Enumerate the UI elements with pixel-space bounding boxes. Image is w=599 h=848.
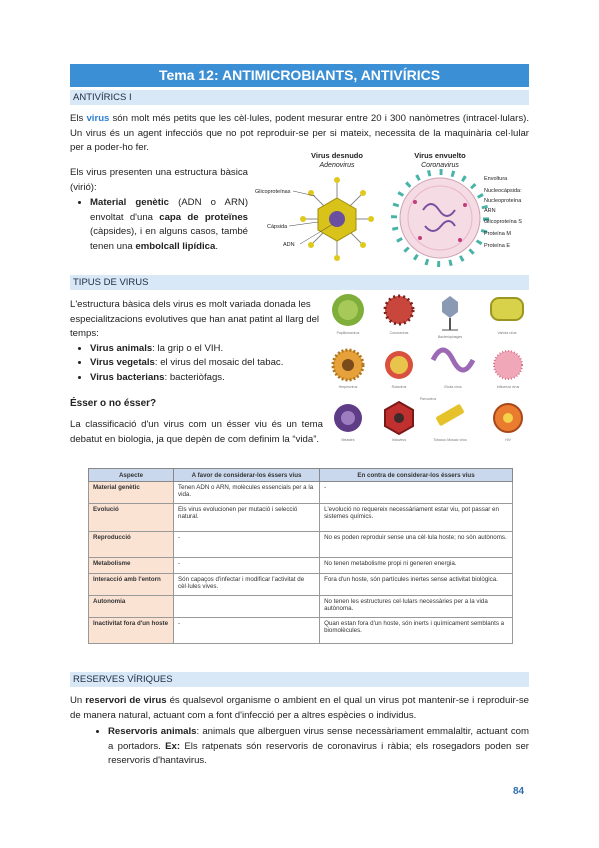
tipus-paragraph: L'estructura bàsica dels virus es molt variada donada les especialitzacions evolutives que han anat patint al llarg del temps: • Virus animals: la grip o el VIH. • Virus vegetals: el virus del mosaic del tabac. • Virus bacterians: bacteriòfags.: [70, 298, 325, 385]
list-item: • Virus animals: la grip o el VIH.: [90, 342, 325, 357]
herpesvirus-icon: [333, 350, 363, 380]
bacteriophage-icon: [442, 296, 458, 330]
iridovirus-icon: [385, 402, 413, 434]
fig1-label: Glicoproteínas: [255, 189, 291, 195]
fig1-label: Nucleoproteína: [484, 198, 522, 204]
table-header: Aspecte: [89, 469, 174, 482]
list-item: • Material genètic (ADN o ARN) envoltat d'una capa de proteïnes (càpsides), i en alguns casos, també tenen una embolcall lipídica.: [90, 196, 248, 254]
virion-paragraph: Els virus presenten una estructura bàsica (virió): • Material genètic (ADN o ARN) envoltat d'una capa de proteïnes (càpsides), i en alguns casos, també tenen una embolcall lipídica.: [70, 166, 248, 254]
intro-paragraph: Els virus són molt més petits que les cèl·lules, podent mesurar entre 20 i 300 nanòmetres (intracel·lulars). Un virus és un agent infecciós que no pot reproduir-se per si mateix, necessita de la maquinària cel·lular per a poder-ho fer.: [70, 113, 529, 153]
gallery-label: Measles: [341, 438, 355, 442]
table-row: Material genètic Tenen ADN o ARN, molècules essencials per a la vida. -: [89, 482, 513, 504]
table-header: En contra de considerar-los éssers vius: [320, 469, 513, 482]
section-heading-reserves: RESERVES VÍRIQUES: [70, 672, 529, 687]
page-title: Tema 12: ANTIMICROBIANTS, ANTIVÍRICS: [70, 64, 529, 87]
virus-keyword: virus: [86, 113, 110, 124]
coronavirus-icon: [394, 172, 486, 264]
ebola-icon: [433, 350, 473, 370]
list-item: • Virus vegetals: el virus del mosaic del tabac.: [90, 356, 325, 371]
fig1-right-sub: Coronavirus: [421, 162, 459, 169]
table-row: Autonomia No tenen les estructures cel·lulars necessàries per a la vida autònoma.: [89, 596, 513, 618]
rotavirus-icon: [385, 351, 413, 379]
papillomavirus-icon: [332, 294, 364, 326]
fig1-label: Proteína E: [484, 243, 510, 249]
gallery-label: Bacteriophages: [437, 335, 463, 339]
virion-list: [70, 196, 248, 254]
section-heading-tipus: TIPUS DE VIRUS: [70, 275, 529, 290]
table-row: Inactivitat fora d'un hoste - Quan estan fora d'un hoste, són inerts i químicament semblants a biomolècules.: [89, 618, 513, 644]
adenovirus-icon: [300, 177, 374, 261]
table-row: Reproducció - No es poden reproduir sense una cèl·lula hoste; no són autònoms.: [89, 532, 513, 558]
fig1-label: Glicoproteína S: [484, 219, 522, 225]
table-row: Metabolisme - No tenen metabolisme propi ni generen energia.: [89, 558, 513, 574]
reserves-list: [70, 725, 529, 769]
gallery-label: Variola virus: [497, 331, 517, 335]
list-item: • Virus bacterians: bacteriòfags.: [90, 371, 325, 386]
variola-icon: [491, 298, 523, 320]
influenza-icon: [494, 351, 522, 379]
hiv-icon: [494, 404, 522, 432]
gallery-label: HIV: [505, 438, 511, 442]
fig1-label: Envoltura: [484, 176, 508, 182]
coronavirus-small-icon: [385, 296, 413, 324]
aspects-table: [88, 468, 513, 644]
gallery-label: Rotavirus: [391, 385, 407, 389]
table-row: Interacció amb l'entorn Són capaços d'infectar i modificar l'activitat de cèl·lules vives. Fora d'un hoste, són partícules inertes sense activitat biològica.: [89, 574, 513, 596]
fig1-label: ADN: [283, 242, 295, 248]
gallery-label: Coronavirus: [389, 331, 409, 335]
subheading-esser: Ésser o no ésser?: [70, 398, 157, 409]
esser-paragraph: La classificació d'un virus com un ésser viu és un tema debatut en biologia, ja que depèn de com definim la “vida”.: [70, 419, 323, 445]
gallery-label: Papillomavirus: [336, 331, 360, 335]
measles-icon: [334, 404, 362, 432]
page-number: 84: [513, 786, 525, 797]
fig1-left-sub: Adenovirus: [319, 162, 355, 169]
table-row: Evolució Els virus evolucionen per mutació i selecció natural. L'evolució no requereix necessàriament estar viu, pot passar en sistemes químics.: [89, 504, 513, 532]
gallery-label: Parvovirus: [419, 397, 437, 401]
gallery-label: Iridovirus: [391, 438, 407, 442]
reserves-paragraph: Un reservori de virus és qualsevol organisme o ambient en el qual un virus pot mantenir-se i reproduir-se de manera natural, actuant com a font d'infecció per a altres espècies o individus.: [70, 695, 529, 721]
gallery-label: Influenza virus: [496, 385, 520, 389]
fig1-right-title: Virus envuelto: [414, 151, 466, 160]
gallery-label: Ebola virus: [444, 385, 462, 389]
fig1-label: ARN: [484, 208, 496, 214]
gallery-label: Herpesvirus: [338, 385, 358, 389]
virus-types-list: [70, 342, 325, 386]
fig1-label: Nucleocápsida:: [484, 188, 522, 194]
section-heading-antivirics: ANTIVÍRICS I: [70, 90, 529, 105]
fig1-left-title: Virus desnudo: [311, 151, 363, 160]
virus-gallery-figure: [328, 290, 533, 445]
fig1-label: Proteína M: [484, 231, 511, 237]
table-header-row: [89, 469, 513, 482]
list-item: • Reservoris animals: animals que alberguen virus sense necessàriament emmalaltir, actuant com a portadors. Ex: Els ratpenats són reservoris de coronavirus i ràbia; els rosegadors poden ser reservoris d'hantavirus.: [108, 725, 529, 769]
gallery-label: Tobacco Mosaic virus: [433, 438, 467, 442]
table-header: A favor de considerar-los éssers vius: [174, 469, 320, 482]
fig1-label: Cápsida: [267, 224, 288, 230]
tobacco-mosaic-icon: [435, 404, 464, 427]
virus-structure-figure: [255, 150, 535, 270]
